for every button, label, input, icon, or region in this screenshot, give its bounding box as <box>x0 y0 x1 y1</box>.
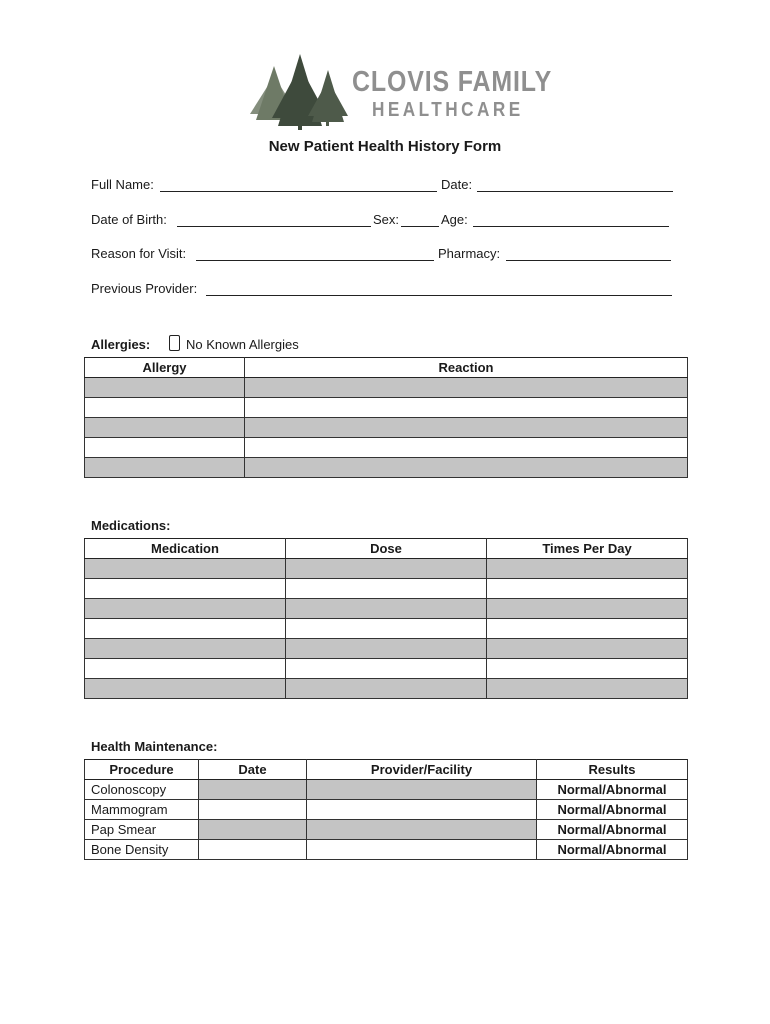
date-cell[interactable] <box>199 820 307 840</box>
result-cell[interactable]: Normal/Abnormal <box>537 780 688 800</box>
date-cell[interactable] <box>199 840 307 860</box>
provider-cell[interactable] <box>307 800 537 820</box>
no-known-allergies-label: No Known Allergies <box>186 337 299 352</box>
table-row <box>85 780 688 800</box>
procedure-cell: Bone Density <box>85 840 199 860</box>
full-name-field[interactable] <box>160 191 437 192</box>
result-cell[interactable]: Normal/Abnormal <box>537 840 688 860</box>
table-row <box>85 378 688 398</box>
times-cell[interactable] <box>487 599 688 619</box>
brand-name-line1: CLOVIS FAMILY <box>352 66 553 98</box>
dose-column-header: Dose <box>286 539 487 559</box>
dose-cell[interactable] <box>286 599 487 619</box>
times-cell[interactable] <box>487 659 688 679</box>
dose-cell[interactable] <box>286 559 487 579</box>
procedure-cell: Colonoscopy <box>85 780 199 800</box>
times-cell[interactable] <box>487 619 688 639</box>
reason-field[interactable] <box>196 260 434 261</box>
table-row <box>85 579 688 599</box>
dose-cell[interactable] <box>286 679 487 699</box>
table-row <box>85 398 688 418</box>
medications-label: Medications: <box>91 518 171 533</box>
reaction-cell[interactable] <box>245 438 688 458</box>
medications-table <box>84 538 688 699</box>
medication-cell[interactable] <box>85 679 286 699</box>
dob-field[interactable] <box>177 226 371 227</box>
date-column-header: Date <box>199 760 307 780</box>
procedure-cell: Mammogram <box>85 800 199 820</box>
allergies-label: Allergies: <box>91 337 151 352</box>
date-field[interactable] <box>477 191 673 192</box>
table-row <box>85 639 688 659</box>
medication-column-header: Medication <box>85 539 286 559</box>
reaction-cell[interactable] <box>245 398 688 418</box>
medication-cell[interactable] <box>85 639 286 659</box>
allergy-cell[interactable] <box>85 398 245 418</box>
table-row <box>85 800 688 820</box>
allergy-cell[interactable] <box>85 378 245 398</box>
medication-cell[interactable] <box>85 619 286 639</box>
dob-label: Date of Birth: <box>91 212 167 227</box>
table-row <box>85 599 688 619</box>
sex-field[interactable] <box>401 226 439 227</box>
brand-name-line2: HEALTHCARE <box>372 99 524 121</box>
provider-cell[interactable] <box>307 840 537 860</box>
procedure-cell: Pap Smear <box>85 820 199 840</box>
times-cell[interactable] <box>487 639 688 659</box>
age-label: Age: <box>441 212 468 227</box>
table-row <box>85 619 688 639</box>
times-cell[interactable] <box>487 679 688 699</box>
medication-cell[interactable] <box>85 579 286 599</box>
result-cell[interactable]: Normal/Abnormal <box>537 820 688 840</box>
age-field[interactable] <box>473 226 669 227</box>
procedure-column-header: Procedure <box>85 760 199 780</box>
pharmacy-label: Pharmacy: <box>438 246 501 261</box>
table-row <box>85 438 688 458</box>
date-label: Date: <box>441 177 473 192</box>
health-maintenance-label: Health Maintenance: <box>91 739 218 754</box>
table-row <box>85 840 688 860</box>
provider-facility-column-header: Provider/Facility <box>307 760 537 780</box>
previous-provider-field[interactable] <box>206 295 672 296</box>
result-cell[interactable]: Normal/Abnormal <box>537 800 688 820</box>
reaction-cell[interactable] <box>245 418 688 438</box>
form-title: New Patient Health History Form <box>268 138 502 155</box>
times-per-day-column-header: Times Per Day <box>487 539 688 559</box>
full-name-label: Full Name: <box>91 177 154 192</box>
dose-cell[interactable] <box>286 659 487 679</box>
allergy-cell[interactable] <box>85 438 245 458</box>
table-row <box>85 820 688 840</box>
dose-cell[interactable] <box>286 639 487 659</box>
reaction-column-header: Reaction <box>245 358 688 378</box>
provider-cell[interactable] <box>307 780 537 800</box>
results-column-header: Results <box>537 760 688 780</box>
reaction-cell[interactable] <box>245 378 688 398</box>
medication-cell[interactable] <box>85 559 286 579</box>
date-cell[interactable] <box>199 780 307 800</box>
provider-cell[interactable] <box>307 820 537 840</box>
table-row <box>85 559 688 579</box>
medication-cell[interactable] <box>85 659 286 679</box>
dose-cell[interactable] <box>286 579 487 599</box>
reaction-cell[interactable] <box>245 458 688 478</box>
sex-label: Sex: <box>373 212 400 227</box>
times-cell[interactable] <box>487 559 688 579</box>
table-row <box>85 679 688 699</box>
table-row <box>85 659 688 679</box>
times-cell[interactable] <box>487 579 688 599</box>
dose-cell[interactable] <box>286 619 487 639</box>
health-maintenance-table <box>84 759 688 860</box>
date-cell[interactable] <box>199 800 307 820</box>
no-known-allergies-checkbox[interactable] <box>169 335 180 351</box>
allergy-cell[interactable] <box>85 458 245 478</box>
allergy-column-header: Allergy <box>85 358 245 378</box>
pharmacy-field[interactable] <box>506 260 671 261</box>
medication-cell[interactable] <box>85 599 286 619</box>
allergies-table <box>84 357 688 478</box>
allergy-cell[interactable] <box>85 418 245 438</box>
table-row <box>85 458 688 478</box>
reason-label: Reason for Visit: <box>91 246 187 261</box>
previous-provider-label: Previous Provider: <box>91 281 198 296</box>
table-row <box>85 418 688 438</box>
